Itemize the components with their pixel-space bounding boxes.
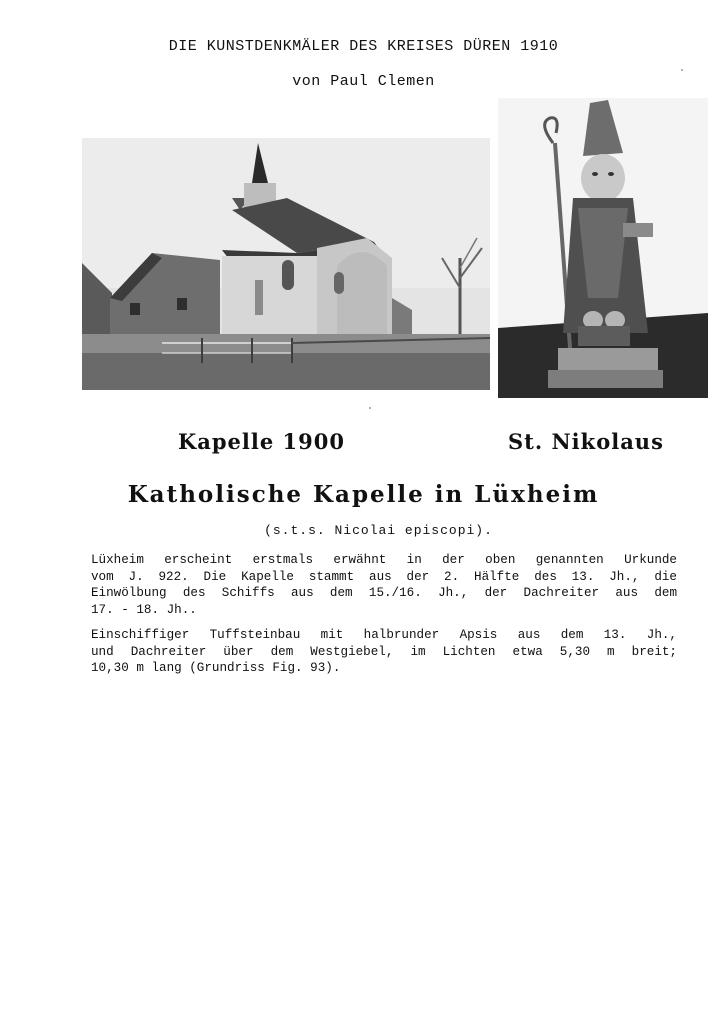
paragraph-line: und Dachreiter über dem Westgiebel, im Lichten etwa 5,30 m breit;: [91, 644, 677, 659]
paragraph-history: [91, 552, 677, 618]
paragraph-line: vom J. 922. Die Kapelle stammt aus der 2. Hälfte des 13. Jh., die: [91, 569, 677, 584]
paragraph-description: [91, 627, 677, 677]
paragraph-line: Einwölbung des Schiffs aus dem 15./16. Jh., der Dachreiter aus dem: [91, 586, 677, 600]
chapel-photo: [82, 138, 490, 390]
chapel-photo-caption: Kapelle 1900: [178, 429, 345, 454]
paragraph-line: Lüxheim erscheint erstmals erwähnt in der oben genannten Urkunde: [91, 553, 677, 567]
statue-photo-caption: St. Nikolaus: [508, 429, 664, 454]
st-nikolaus-statue-photo: [498, 98, 708, 398]
document-author: von Paul Clemen: [292, 73, 435, 90]
scan-speck: [681, 69, 683, 71]
paragraph-line: 10,30 m lang (Grundriss Fig. 93).: [91, 661, 341, 675]
paragraph-line: Einschiffiger Tuffsteinbau mit halbrunder Apsis aus dem 13. Jh.,: [91, 628, 677, 642]
section-title: Katholische Kapelle in Lüxheim: [127, 481, 600, 508]
chapel-photo-graphic: [82, 138, 490, 390]
statue-photo-graphic: [498, 98, 708, 398]
document-header-title: DIE KUNSTDENKMÄLER DES KREISES DÜREN 1910: [168, 38, 559, 55]
paragraph-line: 17. - 18. Jh..: [91, 602, 197, 617]
section-subtitle: (s.t.s. Nicolai episcopi).: [264, 523, 493, 538]
scan-speck: [369, 407, 371, 409]
